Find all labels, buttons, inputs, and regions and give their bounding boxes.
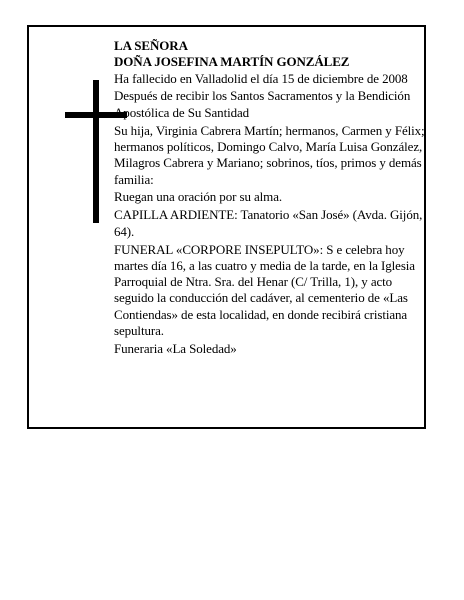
prayer-request: Ruegan una oración por su alma. xyxy=(114,189,283,205)
death-announcement: Ha fallecido en Valladolid el día 15 de diciembre de 2008 xyxy=(114,70,408,86)
chapel-info: CAPILLA ARDIENTE: Tanatorio «San José» (Avda. Gijón, 64). xyxy=(114,207,423,239)
notice-title-line1: LA SEÑORA xyxy=(114,38,188,53)
deceased-name: DOÑA JOSEFINA MARTÍN GONZÁLEZ xyxy=(114,54,350,70)
funeral-home: Funeraria «La Soledad» xyxy=(114,340,237,356)
cross-vertical-bar xyxy=(93,80,99,223)
family-paragraph: Su hija, Virginia Cabrera Martín; hermanos, Carmen y Félix; hermanos políticos, Domingo Calvo, María Luisa González, Milagros Cabrera y Mariano; sobrinos, tíos, primos y demás familia: xyxy=(114,122,425,187)
obituary-text xyxy=(114,38,428,359)
funeral-info: FUNERAL «CORPORE INSEPULTO»: S e celebra hoy martes día 16, a las cuatro y media de la tarde, en la Iglesia Parroquial de Ntra. Sra. del Henar (C/ Trilla, 1), y acto seguido la conducción del cadáver, al cementerio de «Las Contiendas» de esta localidad, en donde recibirá cristiana sepultura. xyxy=(114,241,415,339)
sacraments-paragraph: Después de recibir los Santos Sacramentos y la Bendición Apostólica de Su Santidad xyxy=(114,88,411,120)
